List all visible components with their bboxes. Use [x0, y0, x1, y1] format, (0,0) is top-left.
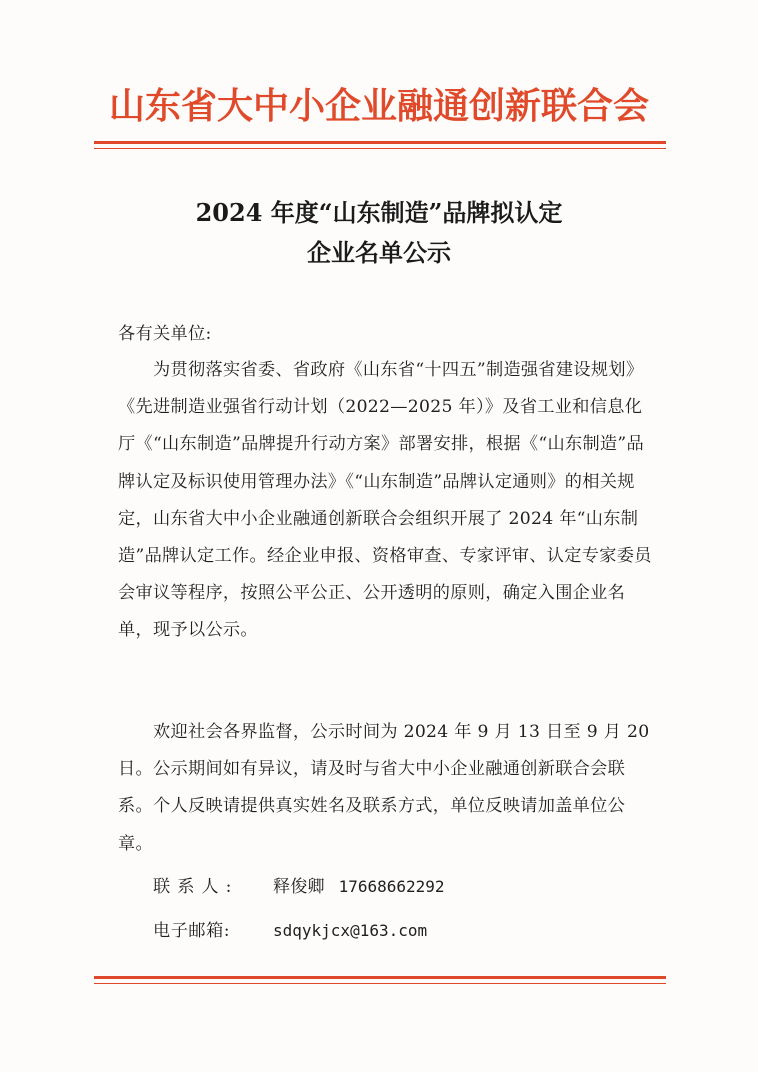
- contact-person-row: [153, 868, 445, 906]
- contact-email-row: [153, 912, 427, 950]
- contact-person-name: 释俊卿: [273, 877, 325, 897]
- salutation: 各有关单位:: [118, 324, 212, 344]
- contact-email: sdqykjcx@163.com: [273, 921, 428, 940]
- organization-header: 山东省大中小企业融通创新联合会: [108, 85, 649, 127]
- document-title-line1: 2024 年度“山东制造”品牌拟认定: [195, 198, 563, 227]
- body-paragraph-2: 欢迎社会各界监督，公示时间为 2024 年 9 月 13 日至 9 月 20 日。公示期间如有异议，请及时与省大中小企业融通创新联合会联系。个人反映请提供真实姓名及联系方式，单位反映请加盖单位公章。: [118, 722, 650, 854]
- header-rule-thin: [94, 148, 666, 149]
- header-rule-thick: [94, 141, 666, 144]
- contact-phone: 17668662292: [338, 877, 445, 896]
- contact-email-label: 电子邮箱:: [153, 921, 231, 941]
- footer-rule-thick: [94, 976, 666, 979]
- footer-rule-thin: [94, 983, 666, 984]
- contact-person-label: 联系人:: [153, 877, 239, 897]
- document-title-line2: 企业名单公示: [307, 238, 451, 267]
- body-paragraph-1: 为贯彻落实省委、省政府《山东省“十四五”制造强省建设规划》《先进制造业强省行动计划（2022—2025 年）》及省工业和信息化厅《“山东制造”品牌提升行动方案》部署安排，根据《“山东制造”品牌认定及标识使用管理办法》《“山东制造”品牌认定通则》的相关规定，山东省大中小企业融通创新联合会组织开展了 2024 年“山东制造”品牌认定工作。经企业申报、资格审查、专家评审、认定专家委员会审议等程序，按照公平公正、公开透明的原则，确定入围企业名单，现予以公示。: [118, 360, 652, 641]
